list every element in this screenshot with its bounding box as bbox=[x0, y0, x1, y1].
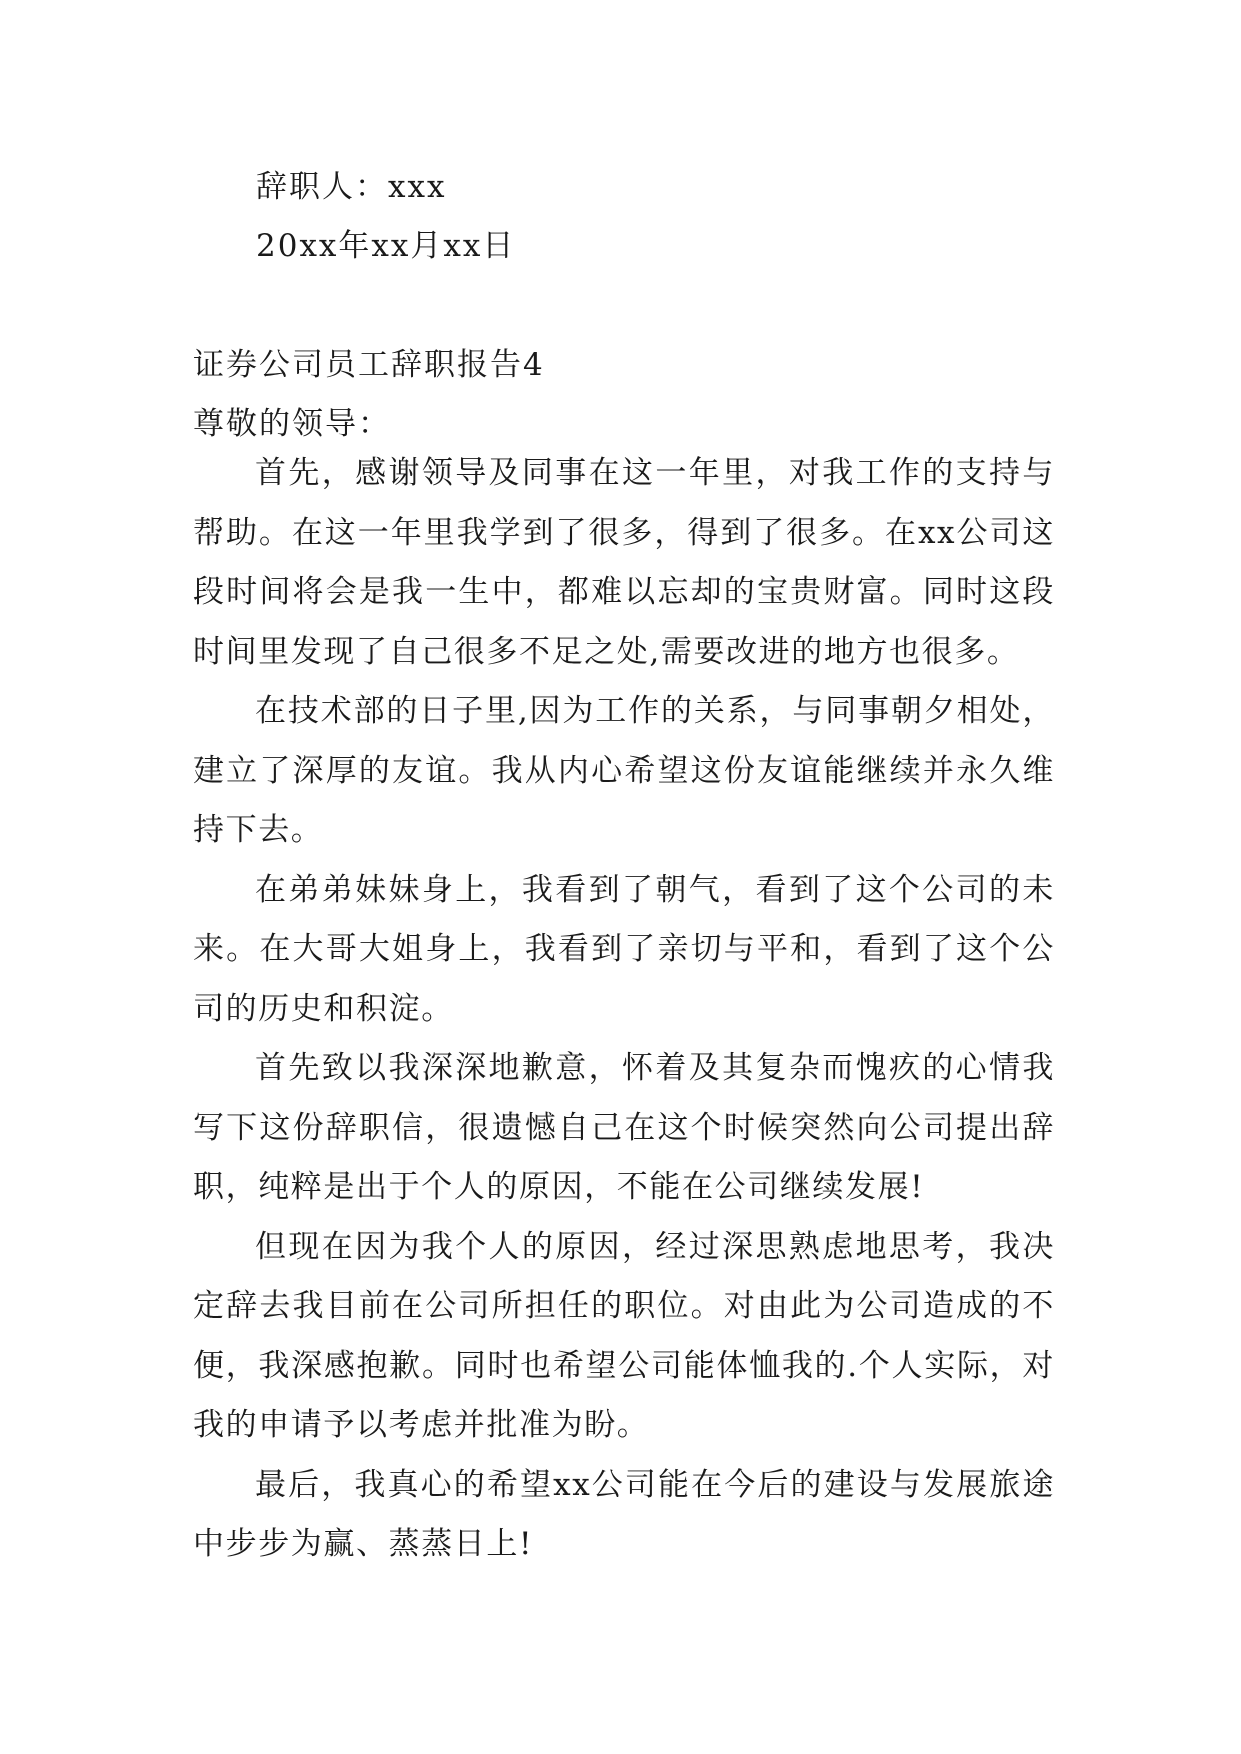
letter-title: 证券公司员工辞职报告4 bbox=[193, 347, 545, 383]
paragraph: 但现在因为我个人的原因，经过深思熟虑地思考，我决定辞去我目前在公司所担任的职位。对由此为公司造成的不便，我深感抱歉。同时也希望公司能体恤我的.个人实际，对我的申请予以考虑并批准为盼。 bbox=[193, 1228, 1055, 1443]
letter-body bbox=[193, 444, 1055, 1575]
signature-date: 20xx年xx月xx日 bbox=[256, 228, 516, 264]
paragraph: 首先致以我深深地歉意，怀着及其复杂而愧疚的心情我写下这份辞职信，很遗憾自己在这个时候突然向公司提出辞职，纯粹是出于个人的原因，不能在公司继续发展! bbox=[193, 1050, 1055, 1205]
paragraph: 首先，感谢领导及同事在这一年里，对我工作的支持与帮助。在这一年里我学到了很多，得到了很多。在xx公司这段时间将会是我一生中，都难以忘却的宝贵财富。同时这段时间里发现了自己很多不足之处,需要改进的地方也很多。 bbox=[193, 455, 1055, 670]
paragraph: 最后，我真心的希望xx公司能在今后的建设与发展旅途中步步为赢、蒸蒸日上! bbox=[193, 1466, 1055, 1562]
paragraph: 在弟弟妹妹身上，我看到了朝气，看到了这个公司的未来。在大哥大姐身上，我看到了亲切与平和，看到了这个公司的历史和积淀。 bbox=[193, 871, 1055, 1027]
paragraph: 在技术部的日子里,因为工作的关系，与同事朝夕相处，建立了深厚的友谊。我从内心希望这份友谊能继续并永久维持下去。 bbox=[193, 693, 1055, 848]
resigner-signature: 辞职人：xxx bbox=[256, 169, 447, 205]
salutation: 尊敬的领导： bbox=[193, 406, 391, 442]
